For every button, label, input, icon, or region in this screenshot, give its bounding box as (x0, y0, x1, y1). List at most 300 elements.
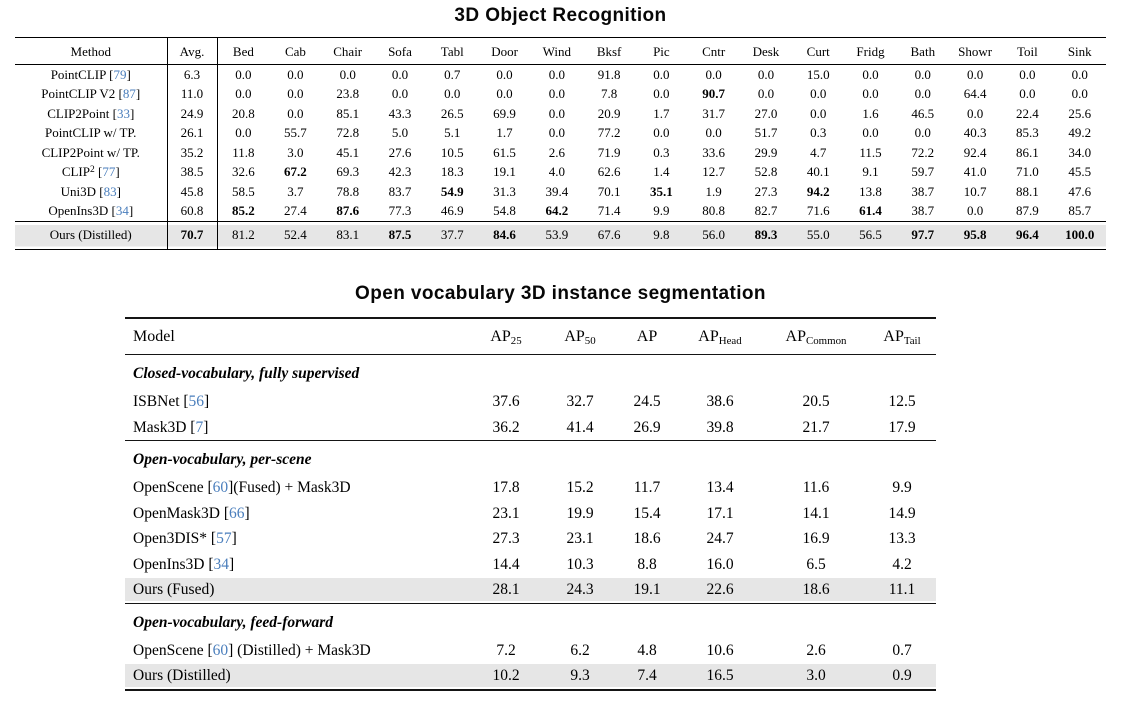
value-cell: 85.1 (336, 105, 360, 121)
value-cell: 22.4 (1015, 105, 1039, 121)
value-cell: 0.0 (862, 86, 879, 101)
value-cell: 15.2 (566, 479, 594, 496)
value-cell: 23.1 (492, 504, 520, 522)
value-cell: 10.7 (963, 183, 987, 199)
value-cell: 96.4 (1001, 222, 1053, 250)
segmentation-row (125, 475, 936, 501)
value-cell: 87.6 (336, 203, 360, 218)
value-cell: 10.5 (440, 144, 464, 160)
value-cell: 22.6 (676, 577, 764, 603)
value-cell: 0.0 (391, 86, 409, 101)
recognition-col-sofa: Sofa (374, 38, 426, 65)
value-cell: 24.9 (167, 104, 217, 124)
value-cell: 54.8 (493, 203, 516, 218)
citation-ref[interactable]: 66 (229, 504, 245, 522)
value-cell: 7.8 (600, 86, 618, 101)
value-cell: 0.0 (391, 66, 409, 82)
recognition-col-door: Door (478, 38, 530, 65)
value-cell: 10.3 (566, 555, 594, 573)
recognition-row (15, 182, 1106, 202)
value-cell: 24.5 (633, 393, 661, 410)
value-cell: 95.8 (949, 222, 1001, 250)
value-cell: 0.0 (810, 105, 827, 121)
value-cell: 56.5 (844, 222, 896, 250)
model-cell: Ours (Fused) (125, 577, 470, 603)
recognition-row-ours (15, 222, 1106, 250)
section-header: Open-vocabulary, feed-forward (125, 603, 936, 638)
value-cell: 37.6 (492, 393, 520, 410)
segmentation-col-ap25: $AP_{25}$ (470, 318, 542, 355)
value-cell: 0.0 (548, 86, 565, 101)
value-cell: 51.7 (754, 125, 778, 140)
value-cell: 31.7 (702, 105, 726, 121)
value-cell: 1.6 (862, 105, 879, 121)
value-cell: 11.6 (802, 479, 830, 496)
value-cell: 25.6 (1068, 105, 1092, 121)
segmentation-col-aptail: $AP_{Tail}$ (868, 318, 936, 355)
value-cell: 9.8 (635, 222, 687, 250)
segmentation-header-row (125, 318, 936, 355)
value-cell: 78.8 (336, 183, 360, 199)
value-cell: 40.1 (806, 164, 830, 179)
value-cell: 88.1 (1015, 183, 1039, 199)
value-cell: 7.4 (618, 663, 676, 690)
value-cell: 0.0 (705, 125, 722, 140)
citation-ref[interactable]: 56 (188, 393, 205, 410)
section-header: Open-vocabulary, per-scene (125, 441, 936, 476)
method-cell: CLIP2Point w/ TP. (15, 143, 167, 163)
segmentation-col-ap: AP (618, 318, 676, 355)
value-cell: 35.2 (167, 143, 217, 163)
value-cell: 0.0 (1019, 66, 1036, 82)
value-cell: 71.6 (806, 203, 830, 218)
segmentation-row-ours (125, 577, 936, 603)
citation-ref[interactable]: 77 (102, 164, 116, 179)
method-cell: PointCLIP V2 [87] (15, 85, 167, 105)
recognition-col-bath: Bath (897, 38, 949, 65)
value-cell: 67.6 (583, 222, 635, 250)
value-cell: 15.4 (633, 504, 661, 522)
value-cell: 0.0 (1071, 86, 1088, 101)
value-cell: 0.0 (444, 86, 461, 101)
value-cell: 0.0 (914, 66, 931, 82)
value-cell: 40.3 (963, 125, 987, 140)
value-cell: 12.5 (888, 393, 916, 410)
value-cell: 71.9 (597, 144, 621, 160)
value-cell: 71.4 (597, 203, 621, 218)
value-cell: 45.5 (1068, 164, 1092, 179)
value-cell: 16.9 (802, 530, 830, 547)
value-cell: 37.7 (426, 222, 478, 250)
value-cell: 0.0 (1071, 66, 1088, 82)
value-cell: 7.2 (496, 641, 516, 659)
segmentation-row (125, 389, 936, 415)
value-cell: 6.5 (806, 555, 826, 573)
method-cell: CLIP$^2$ [77] (15, 163, 167, 183)
value-cell: 0.0 (914, 125, 931, 140)
value-cell: 16.5 (676, 663, 764, 690)
value-cell: 9.9 (653, 203, 670, 218)
value-cell: 90.7 (702, 86, 726, 101)
recognition-table-section (15, 37, 1106, 250)
value-cell: 0.0 (235, 66, 252, 82)
value-cell: 0.0 (496, 86, 513, 101)
value-cell: 21.7 (802, 418, 830, 436)
value-cell: 11.0 (167, 85, 217, 105)
recognition-col-curt: Curt (792, 38, 844, 65)
recognition-col-wind: Wind (531, 38, 583, 65)
model-cell: OpenIns3D [34] (133, 555, 235, 573)
value-cell: 29.9 (754, 144, 778, 160)
value-cell: 77.2 (597, 125, 621, 140)
value-cell: 24.3 (542, 577, 618, 603)
value-cell: 0.0 (235, 86, 252, 101)
value-cell: 0.0 (287, 66, 304, 82)
value-cell: 0.0 (757, 66, 775, 82)
value-cell: 45.8 (167, 182, 217, 202)
value-cell: 4.8 (637, 641, 657, 659)
value-cell: 0.7 (444, 66, 461, 82)
value-cell: 11.1 (868, 577, 936, 603)
value-cell: 38.7 (911, 183, 935, 199)
value-cell: 20.8 (232, 105, 255, 121)
value-cell: 60.8 (167, 202, 217, 222)
value-cell: 4.0 (548, 164, 565, 179)
method-cell: OpenIns3D [34] (15, 202, 167, 222)
value-cell: 0.0 (287, 105, 304, 121)
segmentation-col-aphead: $AP_{Head}$ (676, 318, 764, 355)
recognition-row (15, 163, 1106, 183)
value-cell: 84.6 (478, 222, 530, 250)
recognition-col-pic: Pic (635, 38, 687, 65)
recognition-header-row (15, 38, 1106, 65)
value-cell: 0.0 (966, 203, 984, 218)
value-cell: 26.1 (167, 124, 217, 144)
value-cell: 55.0 (792, 222, 844, 250)
value-cell: 0.0 (548, 105, 565, 121)
value-cell: 24.7 (706, 530, 734, 547)
value-cell: 4.7 (810, 144, 827, 160)
value-cell: 85.3 (1015, 125, 1039, 140)
value-cell: 0.0 (705, 66, 722, 82)
value-cell: 34.0 (1068, 144, 1092, 160)
value-cell: 0.0 (862, 66, 879, 82)
method-cell: Ours (Distilled) (15, 222, 167, 250)
segmentation-table (125, 317, 936, 691)
method-cell: PointCLIP w/ TP. (15, 124, 167, 144)
value-cell: 55.7 (284, 125, 307, 140)
value-cell: 83.1 (322, 222, 374, 250)
value-cell: 17.8 (492, 479, 520, 496)
value-cell: 87.5 (374, 222, 426, 250)
value-cell: 61.4 (859, 203, 882, 218)
recognition-table-title: 3D Object Recognition (454, 5, 667, 26)
value-cell: 46.9 (440, 203, 464, 218)
segmentation-table-section (125, 317, 936, 691)
value-cell: 100.0 (1054, 222, 1107, 250)
value-cell: 26.5 (440, 105, 464, 121)
recognition-col-cntr: Cntr (688, 38, 740, 65)
value-cell: 0.0 (653, 66, 670, 82)
value-cell: 0.0 (548, 66, 565, 82)
value-cell: 69.9 (493, 105, 516, 121)
value-cell: 43.3 (388, 105, 412, 121)
value-cell: 38.7 (911, 203, 935, 218)
value-cell: 89.3 (740, 222, 792, 250)
citation-ref[interactable]: 60 (212, 641, 229, 659)
model-cell: OpenScene [60](Fused) + Mask3D (133, 479, 351, 496)
value-cell: 0.0 (653, 125, 670, 140)
recognition-row (15, 124, 1106, 144)
value-cell: 27.3 (754, 183, 778, 199)
value-cell: 94.2 (806, 183, 830, 199)
value-cell: 13.4 (706, 479, 734, 496)
value-cell: 39.4 (545, 183, 569, 199)
value-cell: 9.3 (542, 663, 618, 690)
value-cell: 0.0 (496, 66, 513, 82)
value-cell: 19.1 (493, 164, 516, 179)
segmentation-row (125, 526, 936, 552)
value-cell: 0.0 (914, 86, 931, 101)
value-cell: 13.8 (859, 183, 882, 199)
value-cell: 14.1 (802, 504, 830, 522)
value-cell: 71.0 (1015, 164, 1039, 179)
segmentation-row (125, 501, 936, 527)
recognition-col-sink: Sink (1054, 38, 1107, 65)
recognition-row (15, 85, 1106, 105)
value-cell: 85.2 (232, 203, 255, 218)
value-cell: 85.7 (1068, 203, 1092, 218)
value-cell: 59.7 (911, 164, 935, 179)
value-cell: 18.6 (633, 530, 661, 547)
value-cell: 2.6 (548, 144, 565, 160)
value-cell: 6.2 (570, 641, 590, 659)
recognition-col-method: Method (15, 38, 167, 65)
value-cell: 32.7 (566, 393, 594, 410)
value-cell: 0.0 (966, 66, 984, 82)
value-cell: 83.7 (388, 183, 412, 199)
value-cell: 13.3 (888, 530, 916, 547)
recognition-row (15, 104, 1106, 124)
recognition-table (15, 37, 1106, 250)
value-cell: 86.1 (1015, 144, 1039, 160)
model-cell: Mask3D [7] (133, 418, 209, 436)
value-cell: 49.2 (1068, 125, 1092, 140)
value-cell: 1.7 (653, 105, 670, 121)
value-cell: 18.6 (764, 577, 868, 603)
value-cell: 14.9 (888, 504, 916, 522)
value-cell: 0.0 (810, 86, 827, 101)
value-cell: 62.6 (597, 164, 621, 179)
citation-ref[interactable]: 34 (115, 203, 129, 218)
value-cell: 28.1 (470, 577, 542, 603)
value-cell: 82.7 (754, 203, 778, 218)
value-cell: 3.7 (287, 183, 304, 199)
value-cell: 53.9 (531, 222, 583, 250)
value-cell: 61.5 (493, 144, 516, 160)
section-header: Closed-vocabulary, fully supervised (125, 355, 936, 390)
value-cell: 70.7 (167, 222, 217, 250)
recognition-row (15, 143, 1106, 163)
value-cell: 5.1 (444, 125, 461, 140)
recognition-col-fridg: Fridg (844, 38, 896, 65)
segmentation-row (125, 638, 936, 664)
value-cell: 0.0 (757, 86, 775, 101)
value-cell: 8.8 (637, 555, 657, 573)
value-cell: 0.0 (653, 86, 670, 101)
value-cell: 27.3 (492, 530, 520, 547)
value-cell: 27.0 (754, 105, 778, 121)
value-cell: 0.3 (653, 144, 670, 160)
value-cell: 72.8 (336, 125, 360, 140)
value-cell: 10.6 (706, 641, 734, 659)
value-cell: 15.0 (806, 66, 830, 82)
method-cell: PointCLIP [79] (15, 65, 167, 85)
model-cell: OpenMask3D [66] (133, 504, 250, 522)
method-cell: Uni3D [83] (15, 182, 167, 202)
value-cell: 70.1 (597, 183, 621, 199)
value-cell: 11.5 (859, 144, 882, 160)
value-cell: 77.3 (388, 203, 412, 218)
value-cell: 39.8 (706, 418, 734, 436)
recognition-col-chair: Chair (322, 38, 374, 65)
value-cell: 0.0 (862, 125, 879, 140)
value-cell: 26.9 (633, 418, 661, 436)
value-cell: 27.4 (284, 203, 307, 218)
section-header-row (125, 603, 936, 638)
value-cell: 23.8 (336, 86, 360, 101)
value-cell: 0.0 (339, 66, 356, 82)
value-cell: 19.1 (618, 577, 676, 603)
segmentation-col-ap50: $AP_{50}$ (542, 318, 618, 355)
value-cell: 52.4 (269, 222, 321, 250)
value-cell: 41.4 (566, 418, 594, 436)
value-cell: 46.5 (911, 105, 935, 121)
value-cell: 20.5 (802, 393, 830, 410)
segmentation-col-model: Model (125, 318, 470, 355)
value-cell: 0.0 (1019, 86, 1036, 101)
value-cell: 0.3 (810, 125, 827, 140)
value-cell: 5.0 (391, 125, 409, 140)
value-cell: 0.9 (868, 663, 936, 690)
recognition-col-toil: Toil (1001, 38, 1053, 65)
value-cell: 52.8 (754, 164, 778, 179)
value-cell: 0.0 (235, 125, 252, 140)
value-cell: 69.3 (336, 164, 360, 179)
value-cell: 0.0 (966, 105, 984, 121)
method-cell: CLIP2Point [33] (15, 104, 167, 124)
recognition-col-bksf: Bksf (583, 38, 635, 65)
value-cell: 58.5 (232, 183, 255, 199)
value-cell: 54.9 (440, 183, 464, 199)
value-cell: 6.3 (167, 65, 217, 85)
value-cell: 9.1 (862, 164, 879, 179)
model-cell: Open3DIS* [57] (133, 530, 237, 547)
citation-ref[interactable]: 57 (216, 530, 232, 547)
value-cell: 0.7 (892, 641, 912, 659)
citation-ref[interactable]: 60 (212, 479, 229, 496)
value-cell: 97.7 (897, 222, 949, 250)
value-cell: 80.8 (702, 203, 726, 218)
value-cell: 17.1 (706, 504, 734, 522)
value-cell: 64.4 (963, 86, 987, 101)
value-cell: 38.5 (167, 163, 217, 183)
citation-ref[interactable]: 33 (116, 105, 130, 121)
recognition-col-avg: Avg. (167, 38, 217, 65)
value-cell: 4.2 (892, 555, 912, 573)
value-cell: 91.8 (597, 66, 621, 82)
section-header-row (125, 441, 936, 476)
value-cell: 18.3 (440, 164, 464, 179)
value-cell: 27.6 (388, 144, 412, 160)
value-cell: 3.0 (287, 144, 304, 160)
segmentation-row-ours (125, 663, 936, 690)
recognition-row (15, 202, 1106, 222)
recognition-col-bed: Bed (217, 38, 269, 65)
value-cell: 92.4 (963, 144, 987, 160)
value-cell: 17.9 (888, 418, 916, 436)
value-cell: 10.2 (470, 663, 542, 690)
value-cell: 32.6 (232, 164, 255, 179)
citation-ref[interactable]: 34 (213, 555, 229, 573)
recognition-row (15, 65, 1106, 85)
value-cell: 33.6 (702, 144, 726, 160)
model-cell: OpenScene [60] (Distilled) + Mask3D (133, 641, 371, 659)
citation-ref[interactable]: 87 (122, 86, 136, 101)
value-cell: 2.6 (806, 641, 826, 659)
recognition-col-showr: Showr (949, 38, 1001, 65)
value-cell: 64.2 (545, 203, 569, 218)
value-cell: 16.0 (706, 555, 734, 573)
value-cell: 72.2 (911, 144, 935, 160)
value-cell: 23.1 (566, 530, 594, 547)
segmentation-row (125, 552, 936, 578)
value-cell: 31.3 (493, 183, 516, 199)
value-cell: 42.3 (388, 164, 412, 179)
value-cell: 36.2 (492, 418, 520, 436)
value-cell: 87.9 (1015, 203, 1039, 218)
citation-ref[interactable]: 7 (195, 418, 204, 436)
value-cell: 1.7 (496, 125, 513, 140)
value-cell: 41.0 (963, 164, 987, 179)
value-cell: 3.0 (764, 663, 868, 690)
segmentation-row (125, 415, 936, 441)
citation-ref[interactable]: 79 (113, 66, 127, 82)
value-cell: 1.9 (705, 183, 722, 199)
value-cell: 14.4 (492, 555, 520, 573)
value-cell: 12.7 (702, 164, 726, 179)
value-cell: 47.6 (1068, 183, 1092, 199)
value-cell: 0.0 (287, 86, 304, 101)
recognition-col-desk: Desk (740, 38, 792, 65)
value-cell: 81.2 (217, 222, 269, 250)
value-cell: 19.9 (566, 504, 594, 522)
value-cell: 45.1 (336, 144, 360, 160)
value-cell: 20.9 (597, 105, 621, 121)
citation-ref[interactable]: 83 (103, 183, 117, 199)
value-cell: 35.1 (650, 183, 673, 199)
value-cell: 38.6 (706, 393, 734, 410)
recognition-col-cab: Cab (269, 38, 321, 65)
value-cell: 56.0 (688, 222, 740, 250)
value-cell: 11.7 (633, 479, 661, 496)
recognition-col-tabl: Tabl (426, 38, 478, 65)
model-cell: ISBNet [56] (133, 393, 210, 410)
value-cell: 9.9 (892, 479, 912, 496)
section-header-row (125, 355, 936, 390)
value-cell: 1.4 (653, 164, 670, 179)
segmentation-col-apcommon: $AP_{Common}$ (764, 318, 868, 355)
